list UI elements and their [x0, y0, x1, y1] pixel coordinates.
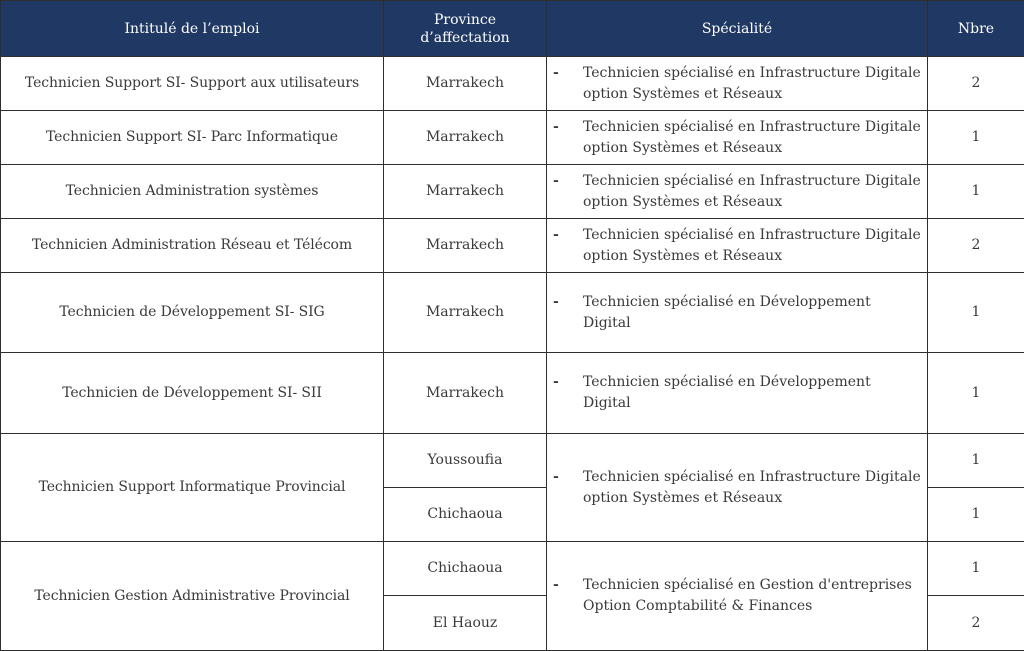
bullet-dash: -: [553, 226, 559, 243]
speciality-cell: [547, 353, 928, 434]
job-title: Technicien Support SI- Parc Informatique: [1, 111, 384, 165]
table-row: [1, 111, 1024, 165]
column-header-speciality: Spécialité: [547, 1, 928, 57]
table-row: [1, 165, 1024, 219]
province: Marrakech: [384, 57, 547, 111]
count: 1: [928, 165, 1024, 219]
bullet-dash: -: [553, 293, 559, 310]
count: 2: [928, 219, 1024, 273]
speciality-cell: [547, 219, 928, 273]
table-row: [1, 542, 1024, 596]
bullet-dash: -: [553, 64, 559, 81]
bullet-dash: -: [553, 468, 559, 485]
column-header-province: [384, 1, 547, 57]
speciality: Technicien spécialisé en Infrastructure Digitale option Systèmes et Réseaux: [583, 226, 921, 264]
speciality: Technicien spécialisé en Infrastructure Digitale option Systèmes et Réseaux: [583, 64, 921, 102]
column-header-province-label: Province d’affectation: [420, 11, 510, 46]
job-title: Technicien Administration systèmes: [1, 165, 384, 219]
bullet-dash: -: [553, 172, 559, 189]
speciality-cell: [547, 111, 928, 165]
count: 1: [928, 542, 1024, 596]
header-row: [1, 1, 1024, 57]
job-title: Technicien de Développement SI- SIG: [1, 273, 384, 353]
province: Chichaoua: [384, 542, 547, 596]
column-header-title: Intitulé de l’emploi: [1, 1, 384, 57]
speciality-cell: [547, 542, 928, 651]
speciality: Technicien spécialisé en Infrastructure Digitale option Systèmes et Réseaux: [583, 468, 921, 506]
speciality-cell: [547, 434, 928, 542]
speciality: Technicien spécialisé en Infrastructure Digitale option Systèmes et Réseaux: [583, 118, 921, 156]
count: 1: [928, 111, 1024, 165]
province: Marrakech: [384, 165, 547, 219]
count: 1: [928, 488, 1024, 542]
count: 1: [928, 353, 1024, 434]
bullet-dash: -: [553, 118, 559, 135]
province: Marrakech: [384, 111, 547, 165]
column-header-count: Nbre: [928, 1, 1024, 57]
province: Youssoufia: [384, 434, 547, 488]
job-title: Technicien Support SI- Support aux utilisateurs: [1, 57, 384, 111]
bullet-dash: -: [553, 374, 559, 390]
speciality-cell: [547, 273, 928, 353]
speciality: Technicien spécialisé en Développement Digital: [583, 374, 871, 411]
speciality: Technicien spécialisé en Développement Digital: [583, 293, 871, 331]
table-row: [1, 434, 1024, 488]
table-row: [1, 353, 1024, 434]
province: Chichaoua: [384, 488, 547, 542]
speciality: Technicien spécialisé en Gestion d'entreprises Option Comptabilité & Finances: [583, 577, 912, 614]
speciality: Technicien spécialisé en Infrastructure Digitale option Systèmes et Réseaux: [583, 172, 921, 210]
table-row: [1, 57, 1024, 111]
province: El Haouz: [384, 596, 547, 651]
job-title: Technicien Gestion Administrative Provincial: [1, 542, 384, 651]
job-title: Technicien Support Informatique Provincial: [1, 434, 384, 542]
count: 1: [928, 434, 1024, 488]
speciality-cell: [547, 165, 928, 219]
bullet-dash: -: [553, 577, 559, 593]
province: Marrakech: [384, 219, 547, 273]
speciality-cell: [547, 57, 928, 111]
count: 2: [928, 57, 1024, 111]
table-row: [1, 219, 1024, 273]
count: 1: [928, 273, 1024, 353]
count: 2: [928, 596, 1024, 651]
province: Marrakech: [384, 273, 547, 353]
province: Marrakech: [384, 353, 547, 434]
job-title: Technicien Administration Réseau et Télécom: [1, 219, 384, 273]
job-title: Technicien de Développement SI- SII: [1, 353, 384, 434]
table-row: [1, 273, 1024, 353]
